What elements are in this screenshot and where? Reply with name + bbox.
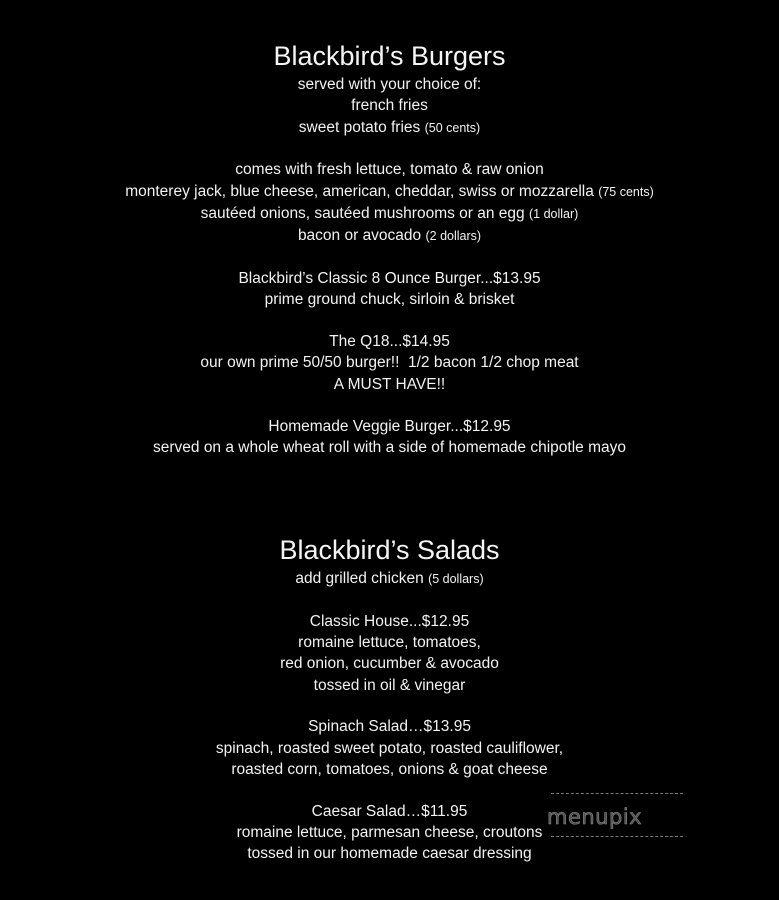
menu-item: [0, 416, 779, 459]
toppings-premium: bacon or avocado (2 dollars): [297, 227, 482, 245]
menu-item-description: romaine lettuce, tomatoes,: [298, 634, 481, 652]
watermark-bottom-rule: [551, 836, 683, 837]
burgers-title: Blackbird’s Burgers: [273, 41, 506, 71]
menu-item: [0, 611, 779, 696]
burgers-section: [0, 40, 779, 458]
menu-item: [0, 716, 779, 780]
menu-item-description: served on a whole wheat roll with a side of homemade chipotle mayo: [152, 438, 626, 456]
menu-item-description: tossed in our homemade caesar dressing: [247, 845, 532, 863]
menu-item: [0, 331, 779, 395]
side-sweet-potato-fries: sweet potato fries (50 cents): [298, 118, 481, 136]
menu-item-description: red onion, cucumber & avocado: [280, 655, 499, 673]
menu-item-description: prime ground chuck, sirloin & brisket: [264, 291, 515, 309]
side-sweet-potato-price: (50 cents): [424, 120, 481, 135]
menu-item-name: The Q18...$14.95: [329, 333, 450, 351]
salads-addon-price: (5 dollars): [428, 572, 484, 586]
watermark-logo-text: menupix: [547, 805, 643, 829]
menu-item-description: romaine lettuce, parmesan cheese, croutons: [236, 824, 543, 842]
toppings-premium-price: (2 dollars): [425, 229, 482, 244]
side-french-fries: french fries: [351, 97, 428, 115]
menu-item-name: Blackbird’s Classic 8 Ounce Burger...$13.95: [238, 270, 541, 288]
menu-item-name: Caesar Salad…$11.95: [311, 802, 468, 820]
toppings-cheese: monterey jack, blue cheese, american, cheddar, swiss or mozzarella (75 cents): [125, 182, 654, 200]
menu-item-name: Spinach Salad…$13.95: [308, 718, 471, 736]
menu-item-description: roasted corn, tomatoes, onions & goat cheese: [231, 761, 548, 779]
menu-item-description: tossed in oil & vinegar: [313, 676, 466, 694]
menu-item-description: A MUST HAVE!!: [333, 375, 446, 393]
menu-item-name: Classic House...$12.95: [309, 612, 470, 630]
toppings-included: comes with fresh lettuce, tomato & raw onion: [235, 161, 544, 179]
menu-item-description: our own prime 50/50 burger!! 1/2 bacon 1/2 chop meat: [200, 354, 579, 372]
toppings-extras-price: (1 dollar): [528, 206, 579, 221]
menu-item-name: Homemade Veggie Burger...$12.95: [268, 417, 511, 435]
salads-title: Blackbird’s Salads: [279, 535, 500, 565]
served-intro: served with your choice of:: [297, 76, 482, 93]
menu-item-description: spinach, roasted sweet potato, roasted cauliflower,: [215, 739, 564, 757]
menupix-watermark: [545, 790, 690, 850]
menu-item: [0, 268, 779, 311]
toppings-extras: sautéed onions, sautéed mushrooms or an egg (1 dollar): [200, 204, 579, 222]
watermark-top-rule: [551, 793, 683, 794]
salads-addon: add grilled chicken (5 dollars): [295, 570, 484, 587]
toppings-cheese-price: (75 cents): [598, 184, 654, 199]
